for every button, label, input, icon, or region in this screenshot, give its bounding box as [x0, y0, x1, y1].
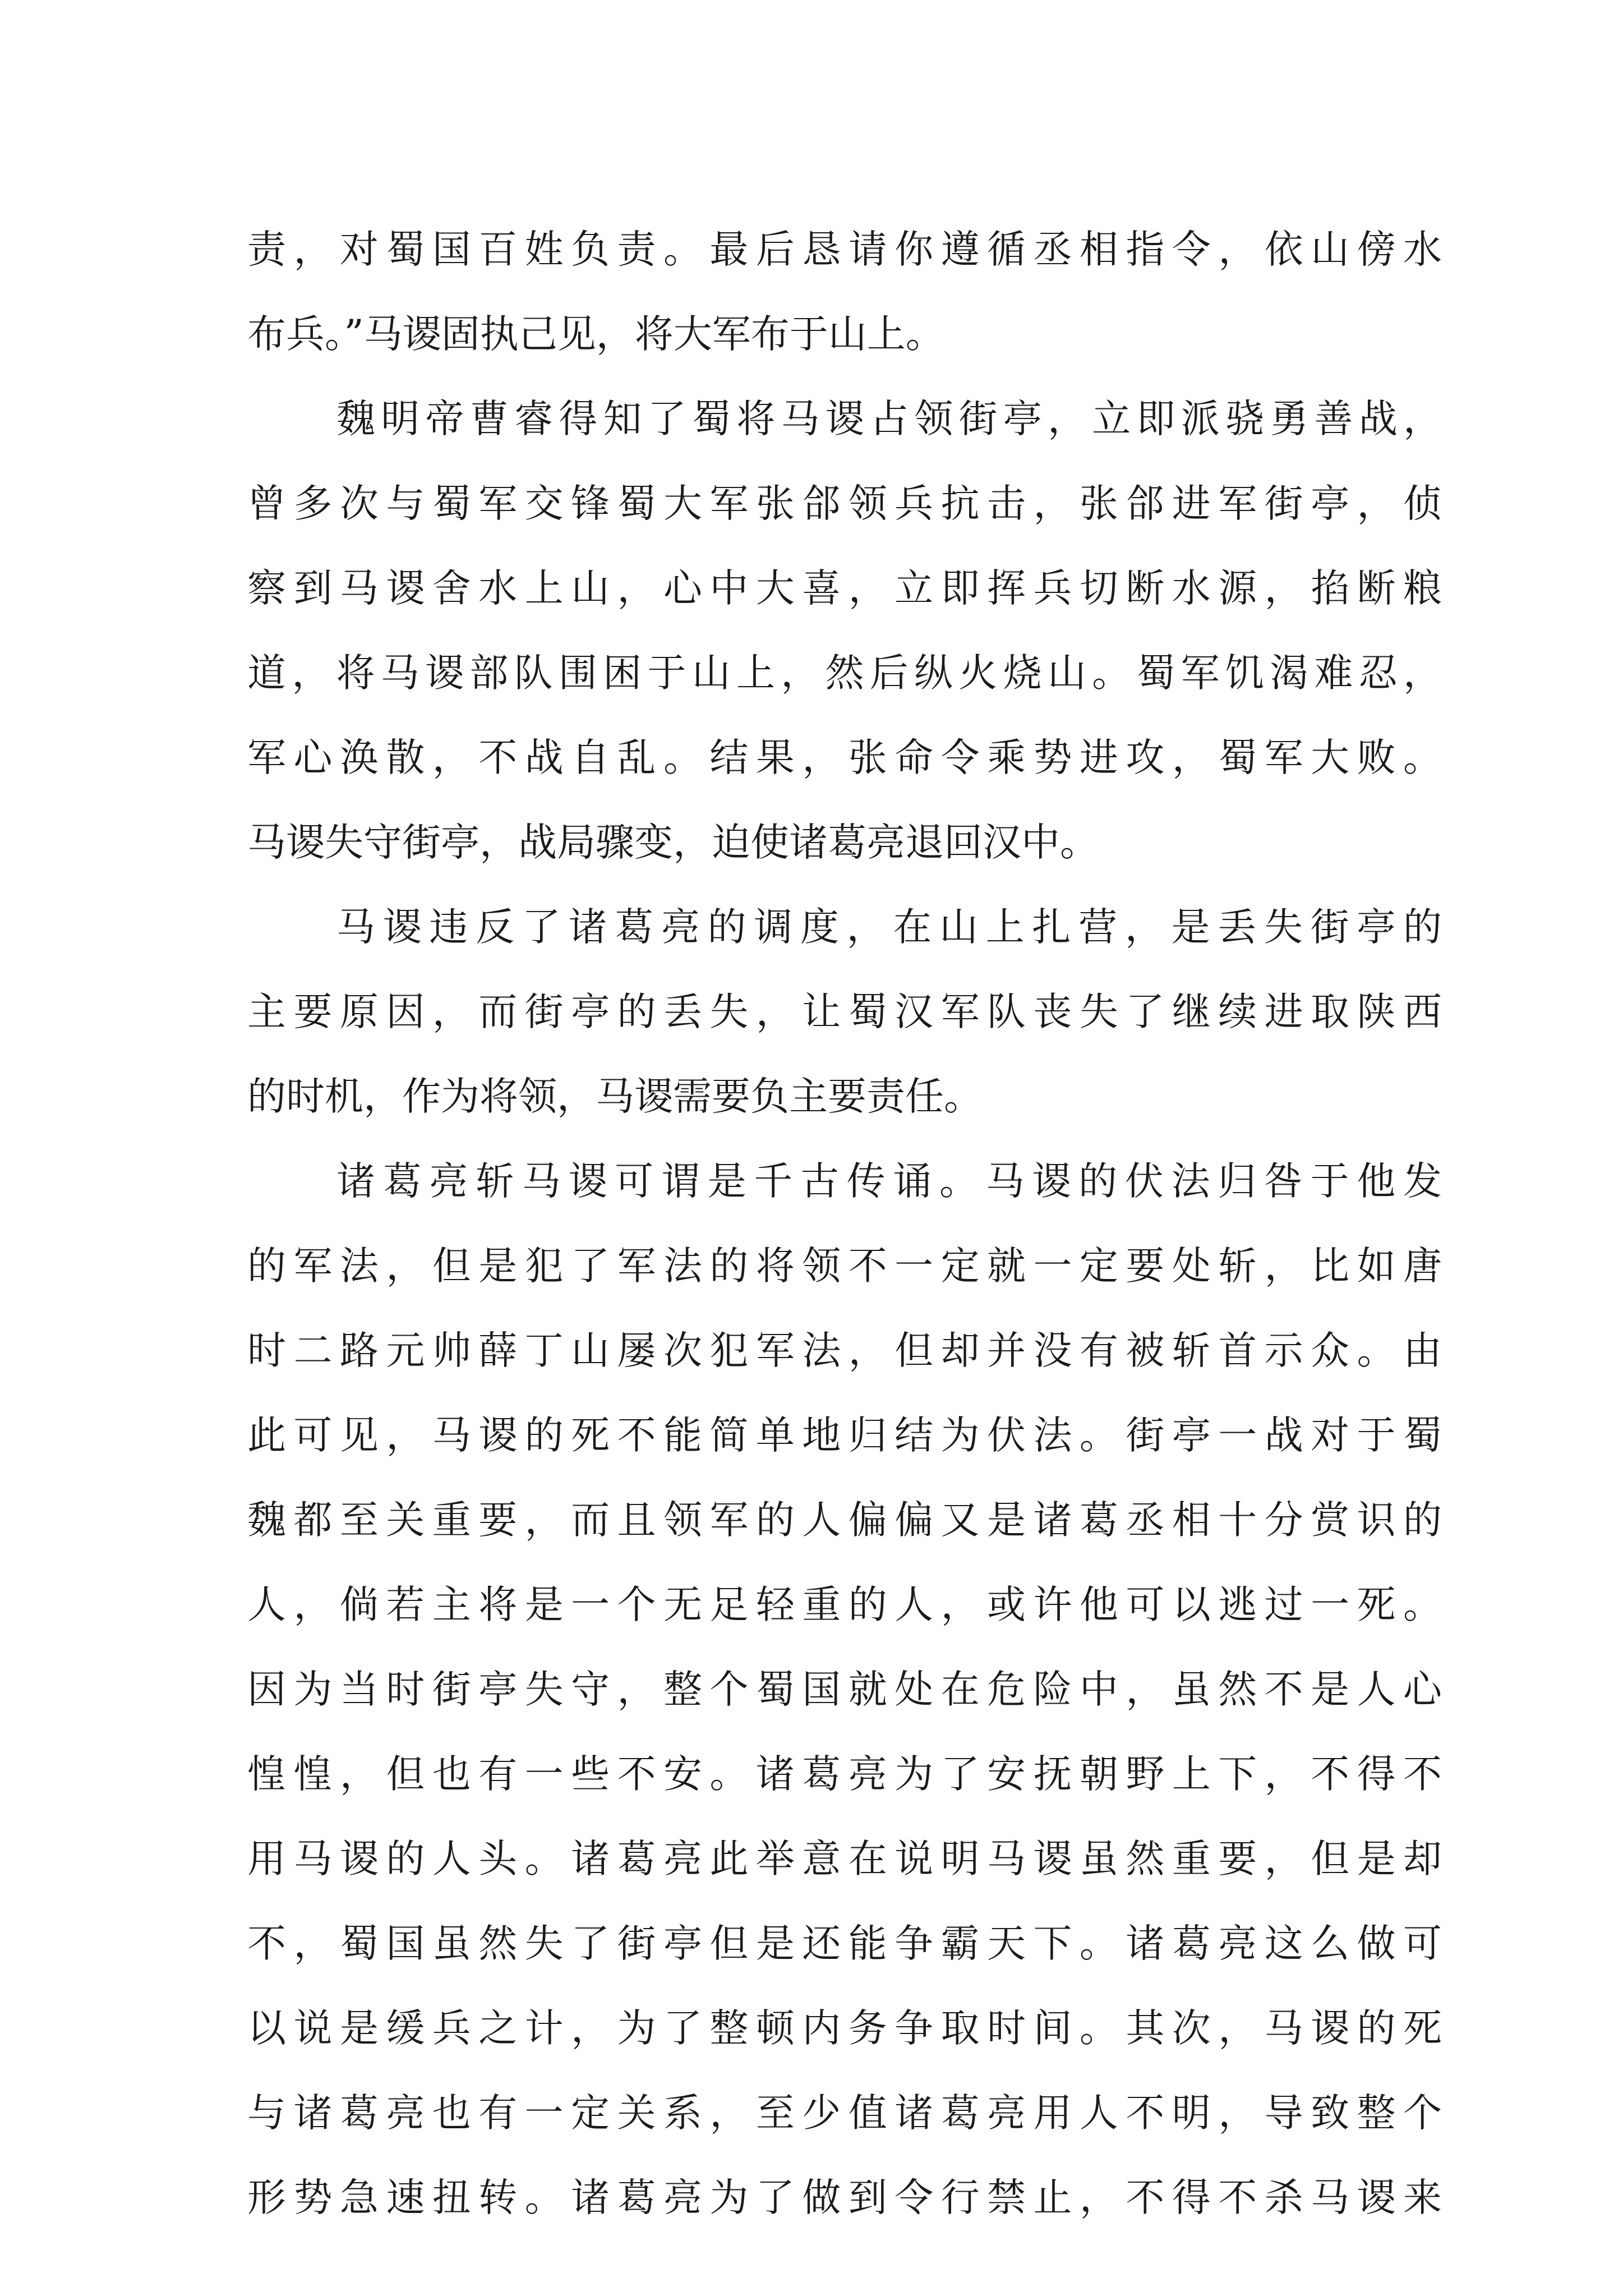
text-line: 魏明帝曹睿得知了蜀将马谡占领街亭，立即派骁勇善战， — [336, 397, 1442, 441]
text-line: 时二路元帅薛丁山屡次犯军法，但却并没有被斩首示众。由 — [247, 1328, 1442, 1373]
text-line: 责，对蜀国百姓负责。最后恳请你遵循丞相指令，依山傍水 — [247, 227, 1442, 272]
text-line: 用马谡的人头。诸葛亮此举意在说明马谡虽然重要，但是却 — [247, 1837, 1442, 1881]
text-line: 因为当时街亭失守，整个蜀国就处在危险中，虽然不是人心 — [247, 1667, 1442, 1712]
text-line: 形势急速扭转。诸葛亮为了做到令行禁止，不得不杀马谡来 — [247, 2175, 1442, 2220]
text-line: 此可见，马谡的死不能简单地归结为伏法。街亭一战对于蜀 — [247, 1413, 1442, 1458]
text-line: 以说是缓兵之计，为了整顿内务争取时间。其次，马谡的死 — [247, 2006, 1442, 2051]
text-line: 魏都至关重要，而且领军的人偏偏又是诸葛丞相十分赏识的 — [247, 1498, 1442, 1543]
text-line: 人，倘若主将是一个无足轻重的人，或许他可以逃过一死。 — [247, 1582, 1442, 1627]
text-line: 与诸葛亮也有一定关系，至少值诸葛亮用人不明，导致整个 — [247, 2091, 1442, 2136]
text-line: 主要原因，而街亭的丢失，让蜀汉军队丧失了继续进取陕西 — [247, 990, 1442, 1034]
body-text — [247, 208, 1442, 2240]
text-line: 马谡失守街亭，战局骤变，迫使诸葛亮退回汉中。 — [247, 820, 1099, 865]
text-line: 马谡违反了诸葛亮的调度，在山上扎营，是丢失街亭的 — [336, 905, 1442, 950]
text-line: 诸葛亮斩马谡可谓是千古传诵。马谡的伏法归咎于他发 — [336, 1159, 1442, 1204]
text-line: 的时机，作为将领，马谡需要负主要责任。 — [247, 1074, 983, 1119]
text-line: 军心涣散，不战自乱。结果，张命令乘势进攻，蜀军大败。 — [247, 735, 1442, 780]
text-line: 的军法，但是犯了军法的将领不一定就一定要处斩，比如唐 — [247, 1244, 1442, 1289]
text-line: 道，将马谡部队围困于山上，然后纵火烧山。蜀军饥渴难忍， — [247, 651, 1442, 696]
text-line: 察到马谡舍水上山，心中大喜，立即挥兵切断水源，掐断粮 — [247, 566, 1442, 611]
text-line: 惶惶，但也有一些不安。诸葛亮为了安抚朝野上下，不得不 — [247, 1752, 1442, 1797]
text-line: 布兵。”马谡固执己见，将大军布于山上。 — [247, 312, 944, 357]
text-line: 不，蜀国虽然失了街亭但是还能争霸天下。诸葛亮这么做可 — [247, 1921, 1442, 1966]
text-line: 曾多次与蜀军交锋蜀大军张郃领兵抗击，张郃进军街亭，侦 — [247, 481, 1442, 526]
